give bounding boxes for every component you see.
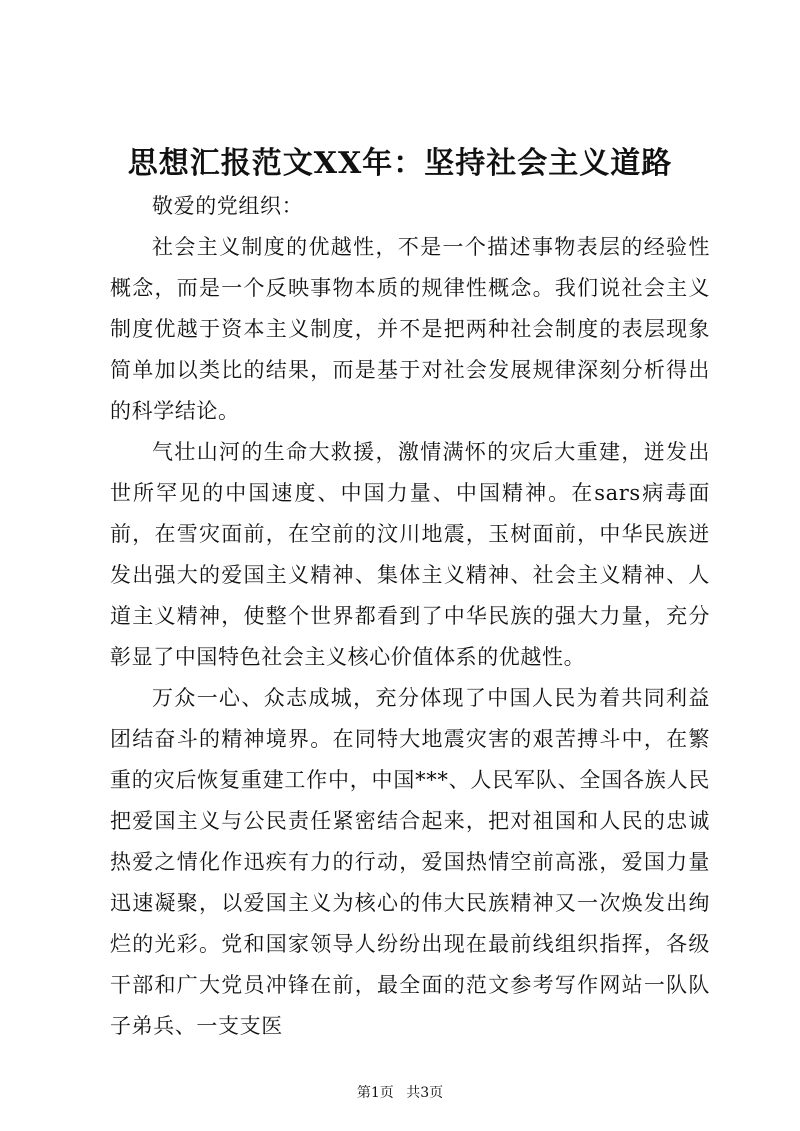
- paragraph-2: 气壮山河的生命大救援，激情满怀的灾后大重建，迸发出世所罕见的中国速度、中国力量、中国精神。在sars病毒面前，在雪灾面前，在空前的汶川地震，玉树面前，中华民族迸发出强大的爱国主义精神、集体主义精神、社会主义精神、人道主义精神，使整个世界都看到了中华民族的强大力量，充分彰显了中国特色社会主义核心价值体系的优越性。: [110, 440, 710, 669]
- page-number: 第1页: [356, 1085, 394, 1101]
- page-footer: [0, 1082, 800, 1104]
- paragraph-1: 社会主义制度的优越性，不是一个描述事物表层的经验性概念，而是一个反映事物本质的规律性概念。我们说社会主义制度优越于资本主义制度，并不是把两种社会制度的表层现象简单加以类比的结果，而是基于对社会发展规律深刻分析得出的科学结论。: [110, 235, 710, 423]
- greeting: 敬爱的党组织：: [152, 194, 304, 218]
- document-body: [110, 186, 710, 1047]
- paragraph-3: 万众一心、众志成城，充分体现了中国人民为着共同利益团结奋斗的精神境界。在同特大地震灾害的艰苦搏斗中，在繁重的灾后恢复重建工作中，中国***、人民军队、全国各族人民把爱国主义与公民责任紧密结合起来，把对祖国和人民的忠诚热爱之情化作迅疾有力的行动，爱国热情空前高涨，爱国力量迅速凝聚，以爱国主义为核心的伟大民族精神又一次焕发出绚烂的光彩。党和国家领导人纷纷出现在最前线组织指挥，各级干部和广大党员冲锋在前，最全面的范文参考写作网站一队队子弟兵、一支支医: [110, 686, 710, 1038]
- page-title: 思想汇报范文XX年：坚持社会主义道路: [127, 146, 673, 181]
- total-pages: 共3页: [406, 1085, 444, 1101]
